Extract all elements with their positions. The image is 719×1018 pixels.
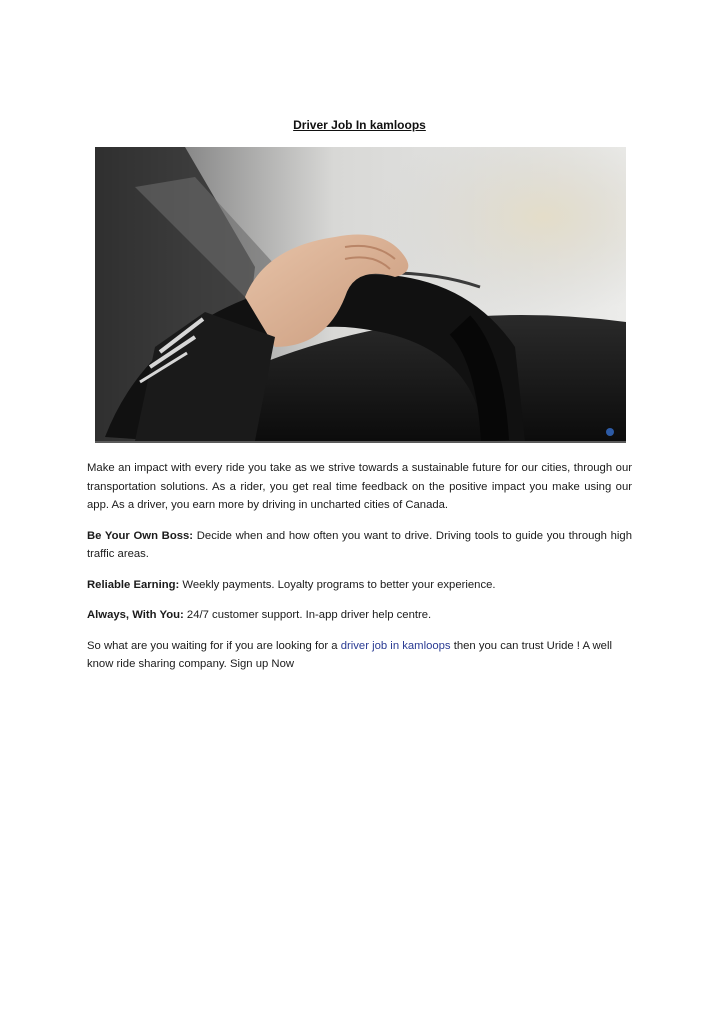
article-body (87, 459, 632, 686)
boss-label: Be Your Own Boss: (87, 529, 194, 542)
boss-text: Decide when and how often you want to drive. Driving tools to guide you through high traffic areas. (87, 529, 632, 560)
page-title: Driver Job In kamloops (293, 118, 426, 132)
always-text: 24/7 customer support. In-app driver help centre. (183, 609, 432, 621)
always-label: Always, With You: (87, 609, 184, 621)
closing-paragraph (87, 637, 632, 674)
driver-job-link[interactable]: driver job in kamloops (340, 639, 451, 652)
intro-paragraph (87, 459, 632, 515)
earning-paragraph (87, 576, 632, 595)
earning-label: Reliable Earning: (87, 578, 180, 591)
image-bottom-rule (95, 441, 626, 443)
photo-graphic (95, 147, 626, 441)
closing-text-after: then you can trust Uride ! A well know ride sharing company. Sign up Now (87, 639, 612, 670)
closing-text-before: So what are you waiting for if you are looking for a (87, 639, 341, 652)
steering-wheel-photo (95, 147, 626, 441)
always-paragraph (87, 606, 632, 625)
intro-text: Make an impact with every ride you take as we strive towards a sustainable future for our cities, through our transportation solutions. As a rider, you get real time feedback on the positive impact you make using our app. As a driver, you earn more by driving in uncharted cities of Canada. (87, 462, 632, 511)
earning-text: Weekly payments. Loyalty programs to better your experience. (179, 578, 496, 591)
boss-paragraph (87, 527, 632, 564)
